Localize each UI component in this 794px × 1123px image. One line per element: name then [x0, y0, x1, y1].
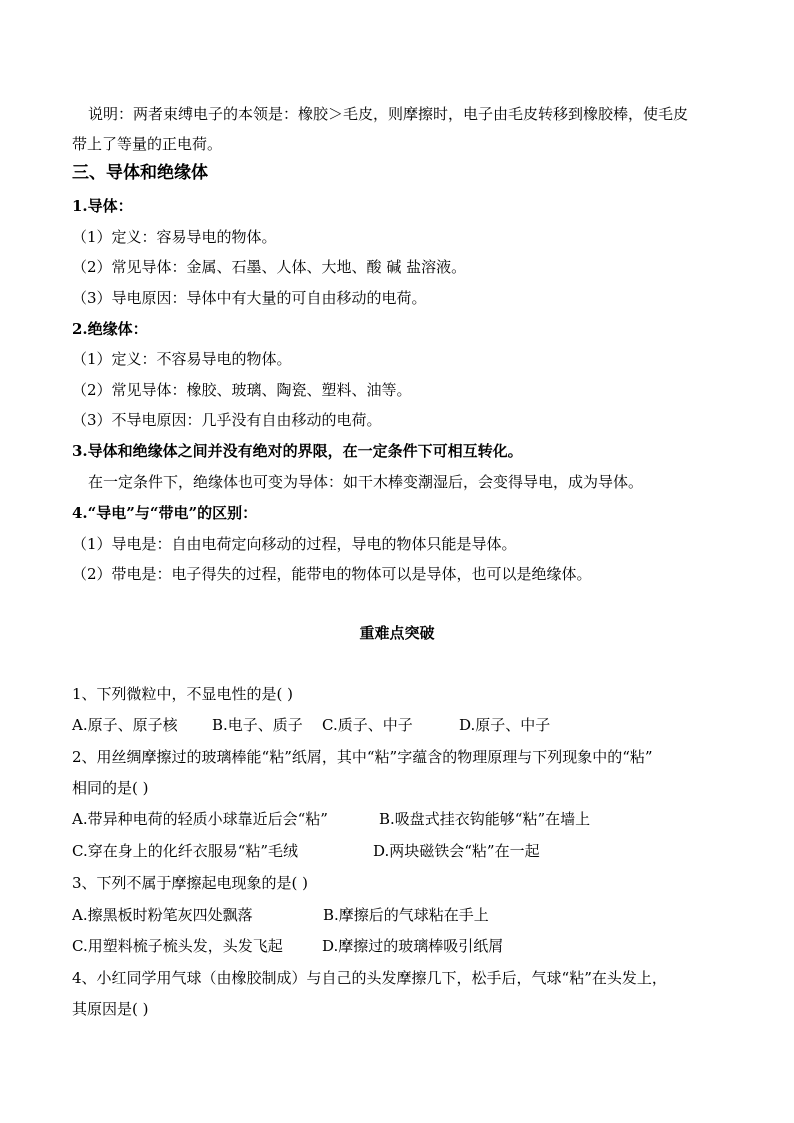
question-2-option-a: A.带异种电荷的轻质小球靠近后会“粘” [72, 810, 328, 828]
question-1-option-d: D.原子、中子 [459, 716, 551, 734]
breakthrough-title: 重难点突破 [359, 624, 435, 642]
question-3-option-c: C.用塑料梳子梳头发，头发飞起 [72, 937, 283, 955]
difference-title: 4.“导电”与“带电”的区别： [72, 504, 258, 522]
insulator-definition: （1）定义：不容易导电的物体。 [72, 350, 292, 368]
insulator-title: 2.绝缘体： [72, 320, 148, 338]
question-3-option-d: D.摩擦过的玻璃棒吸引纸屑 [322, 937, 504, 955]
question-1-option-b: B.电子、质子 [212, 716, 303, 734]
question-1-option-c: C.质子、中子 [322, 716, 413, 734]
question-3-option-a: A.擦黑板时粉笔灰四处飘落 [72, 906, 253, 924]
boundary-title: 3.导体和绝缘体之间并没有绝对的界限，在一定条件下可相互转化。 [72, 442, 523, 460]
insulator-reason: （3）不导电原因：几乎没有自由移动的电荷。 [72, 411, 382, 429]
question-4-stem-line-2: 其原因是( ) [72, 1000, 149, 1018]
difference-conduct: （1）导电是：自由电荷定向移动的过程，导电的物体只能是导体。 [72, 535, 517, 553]
section-heading: 三、导体和绝缘体 [72, 163, 208, 183]
question-4-stem-line-1: 4、小红同学用气球（由橡胶制成）与自己的头发摩擦几下，松手后，气球“粘”在头发上， [72, 969, 667, 987]
conductor-title: 1.导体： [72, 197, 133, 215]
question-2-stem-line-2: 相同的是( ) [72, 779, 149, 797]
question-3-stem: 3、下列不属于摩擦起电现象的是( ) [72, 874, 309, 892]
question-2-option-b: B.吸盘式挂衣钩能够“粘”在墙上 [379, 810, 591, 828]
conductor-examples: （2）常见导体：金属、石墨、人体、大地、酸 碱 盐溶液。 [72, 258, 467, 276]
boundary-text: 在一定条件下，绝缘体也可变为导体：如干木棒变潮湿后，会变得导电，成为导体。 [88, 473, 644, 491]
explanation-line-1: 说明：两者束缚电子的本领是：橡胶＞毛皮，则摩擦时，电子由毛皮转移到橡胶棒，使毛皮 [88, 105, 689, 123]
question-1-stem: 1、下列微粒中，不显电性的是( ) [72, 685, 294, 703]
conductor-definition: （1）定义：容易导电的物体。 [72, 228, 277, 246]
question-1-option-a: A.原子、原子核 [72, 716, 178, 734]
conductor-reason: （3）导电原因：导体中有大量的可自由移动的电荷。 [72, 289, 427, 307]
question-2-option-c: C.穿在身上的化纤衣服易“粘”毛绒 [72, 842, 299, 860]
question-3-option-b: B.摩擦后的气球粘在手上 [323, 906, 489, 924]
explanation-line-2: 带上了等量的正电荷。 [72, 135, 223, 153]
question-2-stem-line-1: 2、用丝绸摩擦过的玻璃棒能“粘”纸屑，其中“粘”字蕴含的物理原理与下列现象中的“粘” [72, 748, 653, 766]
difference-charged: （2）带电是：电子得失的过程，能带电的物体可以是导体，也可以是绝缘体。 [72, 565, 592, 583]
question-2-option-d: D.两块磁铁会“粘”在一起 [373, 842, 540, 860]
insulator-examples: （2）常见导体：橡胶、玻璃、陶瓷、塑料、油等。 [72, 381, 412, 399]
